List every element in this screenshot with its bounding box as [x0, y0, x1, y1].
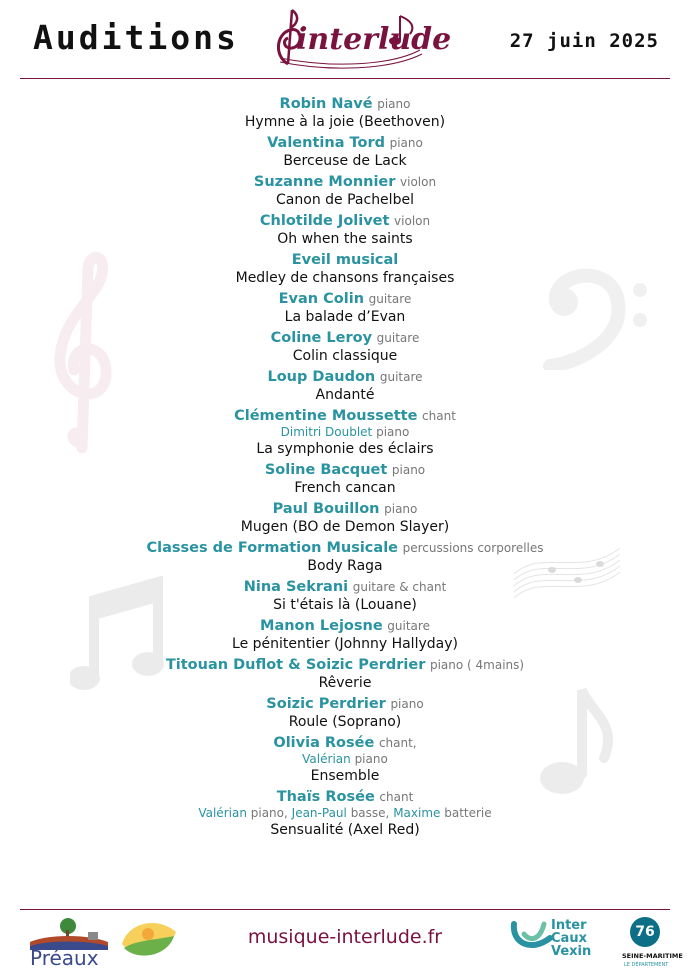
event-date: 27 juin 2025	[509, 30, 659, 52]
program-entry	[0, 252, 690, 287]
instrument-label: piano	[390, 697, 424, 711]
piece-title: Mugen (BO de Demon Slayer)	[240, 519, 450, 535]
accompanist-instrument: piano	[376, 425, 410, 439]
instrument-label: guitare	[368, 292, 412, 306]
performer-line	[0, 501, 690, 518]
piece-title: Berceuse de Lack	[283, 153, 407, 169]
instrument-label: violon	[394, 214, 431, 228]
interlude-logo	[270, 6, 452, 72]
program-entry	[0, 696, 690, 731]
intercaux-vexin-logo-icon	[510, 918, 554, 952]
piece-title: Rêverie	[318, 675, 372, 691]
piece-title: Andanté	[315, 387, 375, 403]
program-entry	[0, 174, 690, 209]
accompanist-instrument: piano	[250, 806, 285, 820]
accompanist-name: Valérian	[198, 806, 247, 820]
program-entry	[0, 657, 690, 692]
program-entry	[0, 213, 690, 248]
intercaux-line-2: Caux	[551, 931, 587, 946]
preaux-label: Préaux	[30, 946, 99, 970]
performer-name: Manon Lejosne	[260, 618, 383, 634]
performer-line	[0, 213, 690, 230]
instrument-label: piano	[389, 136, 423, 150]
piece-title: Sensualité (Axel Red)	[270, 822, 420, 838]
performer-name: Classes de Formation Musicale	[146, 540, 398, 556]
performer-line	[0, 462, 690, 479]
program-entry	[0, 789, 690, 839]
piece-title: Medley de chansons françaises	[235, 270, 455, 286]
accompanist-name: Maxime	[393, 806, 441, 820]
program-entry	[0, 330, 690, 365]
instrument-label: piano	[391, 463, 426, 477]
intercaux-vexin-label	[551, 919, 591, 958]
header-divider	[20, 78, 670, 79]
performer-line	[0, 735, 690, 752]
piece-title: Hymne à la joie (Beethoven)	[244, 114, 446, 130]
performer-name: Robin Navé	[279, 96, 373, 112]
accompanists-line	[0, 425, 690, 440]
piece-title: La balade d’Evan	[284, 309, 406, 325]
accompanist-separator: ,	[385, 806, 394, 820]
performer-name: Paul Bouillon	[272, 501, 380, 517]
performer-name: Titouan Duflot & Soizic Perdrier	[165, 657, 426, 673]
performer-line	[0, 408, 690, 425]
program-entry	[0, 135, 690, 170]
program-entry	[0, 408, 690, 458]
performer-line	[0, 330, 690, 347]
piece-title: Oh when the saints	[277, 231, 413, 247]
performer-line	[0, 369, 690, 386]
piece-title: La symphonie des éclairs	[256, 441, 434, 457]
accompanist-name: Jean-Paul	[291, 806, 347, 820]
instrument-label: percussions corporelles	[402, 541, 544, 555]
footer-divider	[20, 909, 670, 910]
seine-maritime-badge: 76	[630, 917, 660, 947]
instrument-label: guitare & chant	[352, 580, 447, 594]
performer-name: Olivia Rosée	[273, 735, 375, 751]
piece-title: Si t'étais là (Louane)	[273, 597, 417, 613]
instrument-label: guitare	[379, 370, 423, 384]
instrument-label: chant,	[378, 736, 417, 750]
intercaux-line-1: Inter	[551, 918, 587, 933]
program-entry	[0, 735, 690, 785]
performer-line	[0, 291, 690, 308]
program-entry	[0, 540, 690, 575]
performer-name: Soline Bacquet	[264, 462, 388, 478]
performer-name: Eveil musical	[291, 252, 399, 268]
performer-name: Loup Daudon	[267, 369, 376, 385]
piece-title: Ensemble	[310, 768, 380, 784]
intercaux-line-3: Vexin	[551, 944, 592, 959]
page-title: Auditions	[33, 18, 239, 57]
program-entry	[0, 462, 690, 497]
performer-line	[0, 540, 690, 557]
accompanist-instrument: piano	[354, 752, 388, 766]
website-link[interactable]: musique-interlude.fr	[247, 926, 443, 948]
program-entry	[0, 369, 690, 404]
performer-name: Nina Sekrani	[243, 579, 349, 595]
instrument-label: chant	[379, 790, 414, 804]
instrument-label: guitare	[376, 331, 420, 345]
performer-name: Evan Colin	[278, 291, 365, 307]
performer-line	[0, 174, 690, 191]
performer-line	[0, 789, 690, 806]
program-entry	[0, 618, 690, 653]
performer-line	[0, 135, 690, 152]
instrument-label: violon	[400, 175, 437, 189]
piece-title: Colin classique	[292, 348, 398, 364]
accompanists-line	[0, 752, 690, 767]
performer-line	[0, 96, 690, 113]
instrument-label: piano ( 4mains)	[429, 658, 525, 672]
accompanists-line	[0, 806, 690, 821]
seine-maritime-label: SEINE-MARITIME	[622, 952, 683, 960]
accompanist-instrument: basse	[350, 806, 386, 820]
performer-line	[0, 657, 690, 674]
performer-line	[0, 696, 690, 713]
program-list	[0, 96, 690, 843]
accompanist-name: Dimitri Doublet	[280, 425, 373, 439]
program-entry	[0, 501, 690, 536]
program-entry	[0, 291, 690, 326]
instrument-label: piano	[384, 502, 418, 516]
performer-name: Chlotilde Jolivet	[259, 213, 390, 229]
seine-maritime-sublabel: LE DÉPARTEMENT	[624, 962, 669, 968]
piece-title: Body Raga	[307, 558, 383, 574]
performer-name: Coline Leroy	[270, 330, 373, 346]
performer-line	[0, 252, 690, 269]
performer-name: Valentina Tord	[267, 135, 385, 151]
accompanist-separator: ,	[284, 806, 292, 820]
performer-line	[0, 579, 690, 596]
program-entry	[0, 579, 690, 614]
performer-line	[0, 618, 690, 635]
instrument-label: piano	[377, 97, 411, 111]
accompanist-name: Valérian	[302, 752, 351, 766]
piece-title: Le pénitentier (Johnny Hallyday)	[232, 636, 458, 652]
performer-name: Thaïs Rosée	[276, 789, 375, 805]
instrument-label: guitare	[387, 619, 430, 633]
piece-title: French cancan	[294, 480, 396, 496]
performer-name: Clémentine Moussette	[234, 408, 418, 424]
program-entry	[0, 96, 690, 131]
accompanist-instrument: batterie	[444, 806, 492, 820]
performer-name: Soizic Perdrier	[266, 696, 386, 712]
logo-text: interlude	[296, 22, 452, 57]
piece-title: Roule (Soprano)	[288, 714, 402, 730]
instrument-label: chant	[422, 409, 456, 423]
performer-name: Suzanne Monnier	[253, 174, 396, 190]
piece-title: Canon de Pachelbel	[276, 192, 414, 208]
